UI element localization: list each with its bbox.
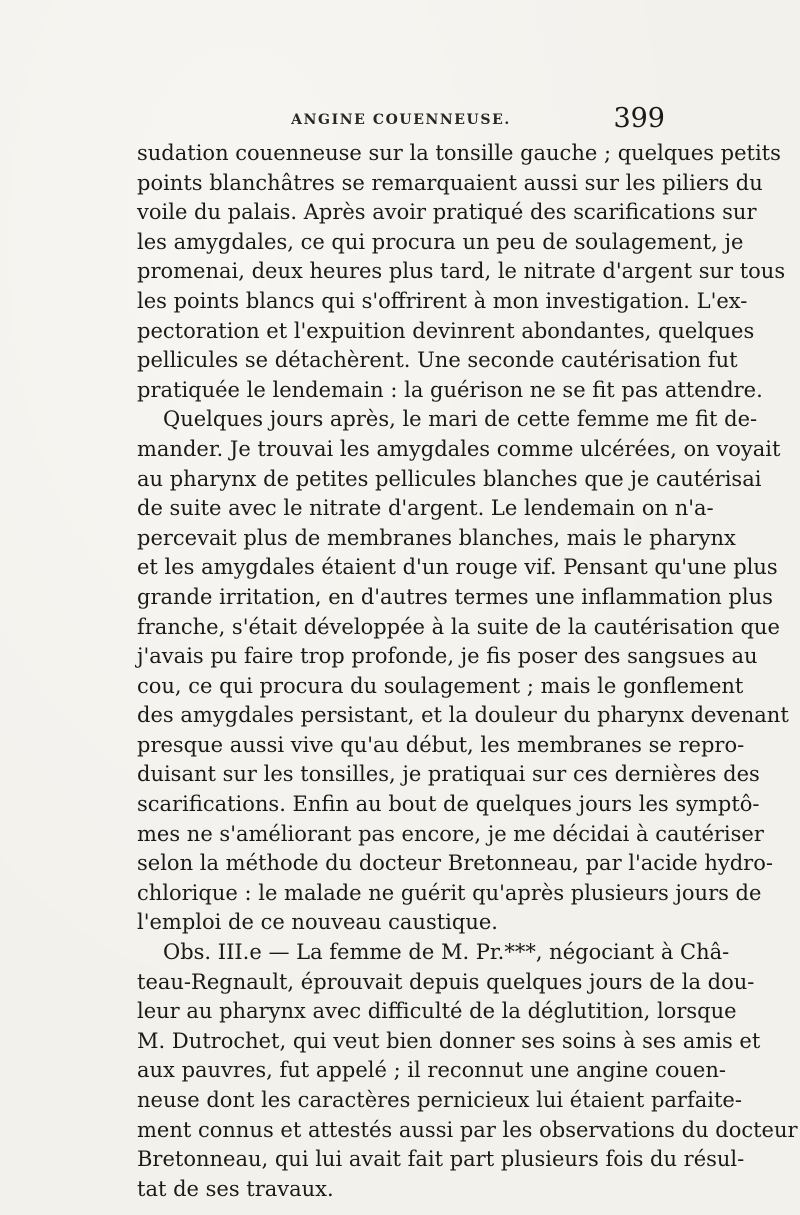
text-line: presque aussi vive qu'au début, les membranes se repro- bbox=[137, 732, 745, 757]
text-line: pellicules se détachèrent. Une seconde cautérisation fut bbox=[137, 348, 738, 373]
text-line: aux pauvres, fut appelé ; il reconnut une angine couen- bbox=[137, 1058, 726, 1083]
page-number: 399 bbox=[613, 103, 665, 134]
text-line: mes ne s'améliorant pas encore, je me décidai à cautériser bbox=[137, 821, 764, 846]
text-line: mander. Je trouvai les amygdales comme ulcérées, on voyait bbox=[137, 436, 781, 461]
text-line: scarifications. Enfin au bout de quelques jours les symptô- bbox=[137, 792, 760, 817]
text-line: M. Dutrochet, qui veut bien donner ses soins à ses amis et bbox=[137, 1028, 761, 1053]
text-line: pectoration et l'expuition devinrent abondantes, quelques bbox=[137, 318, 755, 343]
text-line: neuse dont les caractères pernicieux lui étaient parfaite- bbox=[137, 1088, 742, 1112]
text-line: teau-Regnault, éprouvait depuis quelques jours de la dou- bbox=[137, 969, 755, 994]
text-line: Obs. III.e — La femme de M. Pr.***, négociant à Châ- bbox=[163, 940, 730, 965]
text-line: au pharynx de petites pellicules blanches que je cautérisai bbox=[137, 466, 762, 491]
text-line: promenai, deux heures plus tard, le nitrate d'argent sur tous bbox=[137, 259, 786, 284]
text-line: ment connus et attestés aussi par les observations du docteur bbox=[137, 1117, 798, 1142]
text-line: cou, ce qui procura du soulagement ; mais le gonflement bbox=[137, 673, 744, 698]
text-line: grande irritation, en d'autres termes une inflammation plus bbox=[137, 584, 773, 609]
text-line: Quelques jours après, le mari de cette femme me fit de- bbox=[163, 407, 758, 432]
running-title: ANGINE COUENNEUSE. bbox=[291, 112, 511, 128]
text-line: l'emploi de ce nouveau caustique. bbox=[137, 910, 498, 935]
text-line: franche, s'était développée à la suite de la cautérisation que bbox=[137, 614, 780, 639]
text-line: selon la méthode du docteur Bretonneau, par l'acide hydro- bbox=[137, 851, 773, 876]
text-line: sudation couenneuse sur la tonsille gauche ; quelques petits bbox=[137, 141, 781, 165]
text-line: tat de ses travaux. bbox=[137, 1176, 334, 1201]
text-line: les points blancs qui s'offrirent à mon investigation. L'ex- bbox=[137, 288, 748, 313]
text-line: des amygdales persistant, et la douleur du pharynx devenant bbox=[137, 703, 789, 728]
text-line: percevait plus de membranes blanches, mais le pharynx bbox=[137, 525, 736, 550]
text-line: de suite avec le nitrate d'argent. Le lendemain on n'a- bbox=[137, 496, 714, 521]
text-line: les amygdales, ce qui procura un peu de soulagement, je bbox=[137, 229, 744, 254]
text-line: voile du palais. Après avoir pratiqué des scarifications sur bbox=[137, 200, 757, 225]
text-line: leur au pharynx avec difficulté de la déglutition, lorsque bbox=[137, 999, 737, 1024]
text-line: et les amygdales étaient d'un rouge vif. Pensant qu'une plus bbox=[137, 555, 778, 580]
text-line: j'avais pu faire trop profonde, je fis poser des sangsues au bbox=[137, 644, 758, 669]
text-line: chlorique : le malade ne guérit qu'après plusieurs jours de bbox=[137, 880, 762, 905]
page-header bbox=[137, 104, 665, 138]
text-line: points blanchâtres se remarquaient aussi sur les piliers du bbox=[137, 170, 763, 195]
text-line: duisant sur les tonsilles, je pratiquai sur ces dernières des bbox=[137, 762, 760, 787]
body-text bbox=[137, 139, 798, 1204]
text-line: pratiquée le lendemain : la guérison ne se fit pas attendre. bbox=[137, 377, 763, 402]
text-line: Bretonneau, qui lui avait fait part plusieurs fois du résul- bbox=[137, 1147, 745, 1172]
